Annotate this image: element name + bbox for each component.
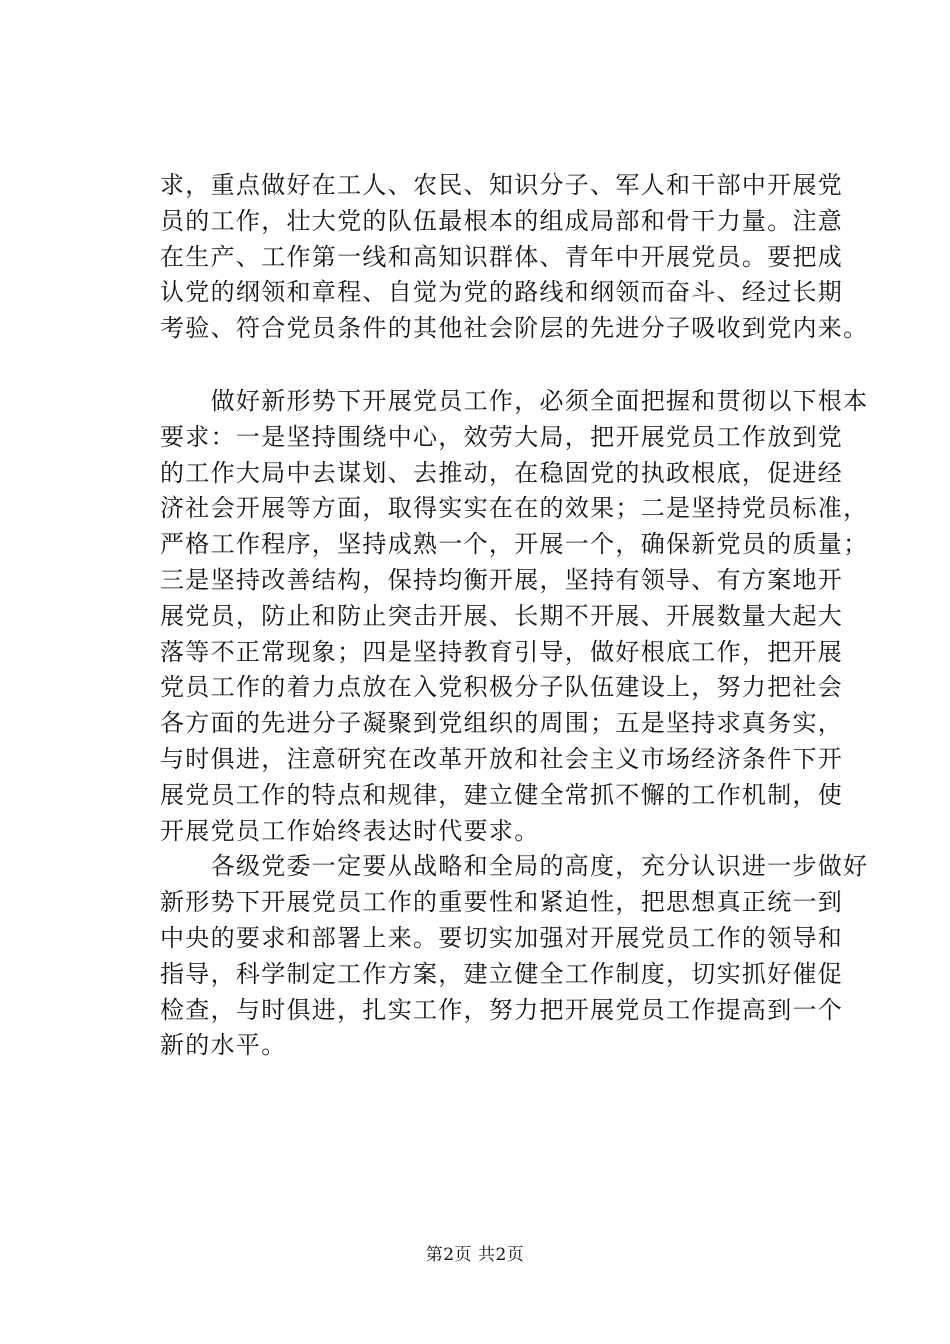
text-line: 各方面的先进分子凝聚到党组织的周围；五是坚持求真务实，	[160, 709, 844, 738]
text-line: 济社会开展等方面，取得实实在在的效果；二是坚持党员标准，	[160, 494, 869, 523]
text-line: 在生产、工作第一线和高知识群体、青年中开展党员。要把成	[160, 242, 844, 271]
text-line: 展党员，防止和防止突击开展、长期不开展、开展数量大起大	[160, 601, 844, 630]
text-line: 落等不正常现象；四是坚持教育引导，做好根底工作，把开展	[160, 637, 844, 666]
text-line: 党员工作的着力点放在入党积极分子队伍建设上，努力把社会	[160, 673, 844, 702]
text-line: 指导，科学制定工作方案，建立健全工作制度，切实抓好催促	[160, 959, 844, 988]
text-line: 要求：一是坚持围绕中心，效劳大局，把开展党员工作放到党	[160, 422, 844, 451]
text-line: 新形势下开展党员工作的重要性和紧迫性，把思想真正统一到	[160, 888, 844, 917]
text-line: 三是坚持改善结构，保持均衡开展，坚持有领导、有方案地开	[160, 565, 844, 594]
text-line: 各级党委一定要从战略和全局的高度，充分认识进一步做好	[160, 852, 869, 881]
text-line: 员的工作，壮大党的队伍最根本的组成局部和骨干力量。注意	[160, 206, 844, 235]
text-line: 做好新形势下开展党员工作，必须全面把握和贯彻以下根本	[160, 386, 869, 415]
paragraph-2	[160, 384, 869, 849]
text-line: 求，重点做好在工人、农民、知识分子、军人和干部中开展党	[160, 171, 844, 199]
text-line: 新的水平。	[160, 1031, 287, 1060]
text-line: 考验、符合党员条件的其他社会阶层的先进分子吸收到党内来。	[160, 314, 869, 343]
text-line: 的工作大局中去谋划、去推动，在稳固党的执政根底，促进经	[160, 458, 844, 487]
paragraph-1	[160, 168, 869, 347]
page-number-footer: 第2页 共2页	[425, 1245, 525, 1265]
text-line: 展党员工作的特点和规律，建立健全常抓不懈的工作机制，使	[160, 780, 844, 809]
document-body	[160, 168, 869, 1064]
text-line: 中央的要求和部署上来。要切实加强对开展党员工作的领导和	[160, 923, 844, 952]
text-line: 检查，与时俱进，扎实工作，努力把开展党员工作提高到一个	[160, 995, 844, 1024]
paragraph-gap	[160, 347, 860, 384]
text-line: 开展党员工作始终表达时代要求。	[160, 816, 540, 845]
text-line: 认党的纲领和章程、自觉为党的路线和纲领而奋斗、经过长期	[160, 278, 844, 307]
text-line: 与时俱进，注意研究在改革开放和社会主义市场经济条件下开	[160, 744, 844, 773]
text-line: 严格工作程序，坚持成熟一个，开展一个，确保新党员的质量；	[160, 530, 869, 559]
paragraph-3	[160, 849, 869, 1064]
